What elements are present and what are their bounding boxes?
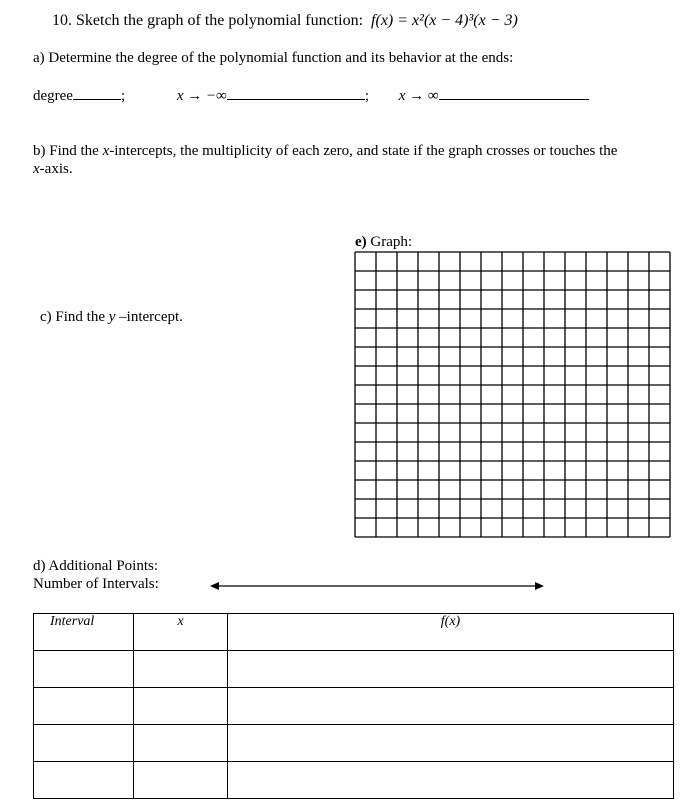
table-row	[34, 762, 674, 799]
part-a-prompt: a) Determine the degree of the polynomial function and its behavior at the ends:	[33, 50, 514, 66]
table-cell[interactable]	[228, 762, 674, 799]
table-cell[interactable]	[228, 651, 674, 688]
table-row	[34, 725, 674, 762]
table-header-row	[34, 614, 674, 651]
table-cell[interactable]	[228, 725, 674, 762]
table-cell[interactable]	[134, 762, 228, 799]
table-cell[interactable]	[34, 762, 134, 799]
part-d-label: d) Additional Points:	[33, 558, 159, 574]
graph-grid[interactable]	[354, 251, 672, 541]
header-fx: f(x)	[228, 614, 674, 651]
points-table	[33, 613, 674, 799]
part-a-answers: degree ; x → −∞ ; x → ∞	[33, 88, 589, 105]
intervals-label: Number of Intervals:	[33, 576, 159, 592]
header-x: x	[134, 614, 228, 651]
number-line-arrow	[210, 580, 544, 592]
left-end-blank[interactable]	[227, 99, 365, 100]
formula: f(x) = x²(x − 4)³(x − 3)	[371, 12, 518, 29]
table-cell[interactable]	[134, 688, 228, 725]
right-end-blank[interactable]	[439, 99, 589, 100]
header-interval: Interval	[34, 614, 134, 651]
table-cell[interactable]	[134, 725, 228, 762]
table-cell[interactable]	[34, 688, 134, 725]
question-title: 10. Sketch the graph of the polynomial function: f(x) = x²(x − 4)³(x − 3)	[52, 12, 518, 29]
table-row	[34, 651, 674, 688]
table-cell[interactable]	[34, 725, 134, 762]
table-cell[interactable]	[34, 651, 134, 688]
part-b-prompt-cont: x-axis.	[33, 161, 73, 177]
part-b-prompt: b) Find the x-intercepts, the multiplicity of each zero, and state if the graph crosses or touches the	[33, 143, 618, 159]
degree-blank[interactable]	[73, 99, 121, 100]
part-e-label: e) Graph:	[355, 234, 413, 250]
table-cell[interactable]	[134, 651, 228, 688]
part-c-prompt: c) Find the y –intercept.	[40, 309, 183, 325]
table-cell[interactable]	[228, 688, 674, 725]
table-row	[34, 688, 674, 725]
